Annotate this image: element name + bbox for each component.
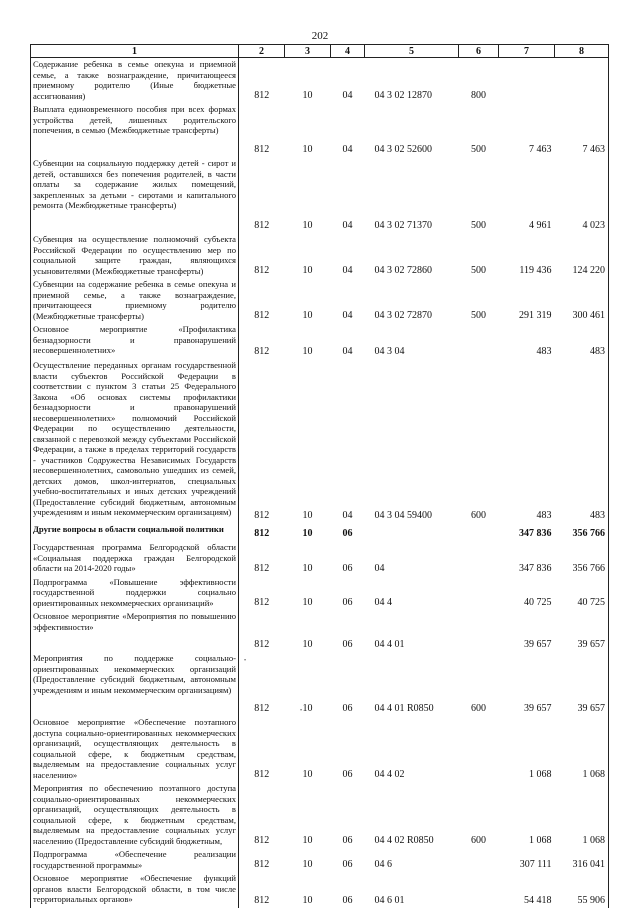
expense-type-cell <box>459 872 499 908</box>
amount-year2-cell: 39 657 <box>555 652 609 716</box>
target-article-cell: 04 4 <box>365 576 459 611</box>
amount-year1-cell <box>499 58 555 104</box>
table-row <box>31 58 609 104</box>
admin-code-cell: 812 <box>239 523 285 541</box>
target-article-cell: 04 3 02 52600 <box>365 103 459 157</box>
row-description: Выплата единовременного пособия при всех формах устройства детей, лишенных родительского попечения, в семью (Межбюджетные трансферты) <box>31 103 239 157</box>
subsection-cell: 06 <box>331 541 365 576</box>
table-row <box>31 359 609 523</box>
row-description: Субвенция на осуществление полномочий субъекта Российской Федерации по осуществлению мер по социальной защите граждан, являющихся усыновителями (Межбюджетные трансферты) <box>31 233 239 278</box>
amount-year2-cell: 39 657 <box>555 610 609 652</box>
page-number: 202 <box>0 30 640 42</box>
target-article-cell: 04 6 01 <box>365 872 459 908</box>
row-description: Подпрограмма «Обеспечение реализации государственной программы» <box>31 848 239 872</box>
header-cell: 2 <box>239 45 285 58</box>
amount-year1-cell: 483 <box>499 359 555 523</box>
header-cell: 7 <box>499 45 555 58</box>
subsection-cell: 06 <box>331 610 365 652</box>
table-row <box>31 576 609 611</box>
row-description: Мероприятия по поддержке социально-ориентированных некоммерческих организаций (Предоставление субсидий бюджетным, автономным учреждениям и иным некоммерческим организациям) <box>31 652 239 716</box>
section-cell: 10 <box>285 103 331 157</box>
row-description: Основное мероприятие «Профилактика безнадзорности и правонарушений несовершеннолетних» <box>31 323 239 359</box>
amount-year1-cell: 483 <box>499 323 555 359</box>
amount-year1-cell: 347 836 <box>499 541 555 576</box>
row-description: Подпрограмма «Повышение эффективности государственной поддержки социально ориентированных некоммерческих организаций» <box>31 576 239 611</box>
subsection-cell: 04 <box>331 58 365 104</box>
section-cell: 10 <box>285 233 331 278</box>
target-article-cell: 04 3 02 72860 <box>365 233 459 278</box>
amount-year1-cell: 39 657 <box>499 610 555 652</box>
admin-code-cell: 812 <box>239 872 285 908</box>
target-article-cell <box>365 523 459 541</box>
amount-year2-cell: 55 906 <box>555 872 609 908</box>
row-description: Осуществление переданных органам государственной власти субъектов Российской Федерации в соответствии с пунктом 3 статьи 25 Федерального Закона «Об основах системы профилактики безнадзорности и правонарушений несовершеннолетних» полномочий Российской Федерации по осуществлению деятельности, связанной с перевозкой между субъектами Российской Федерации, а также в пределах территорий государств - участников Содружества Независимых Государств несовершеннолетних, самовольно ушедших из семей, детских домов, школ-интернатов, специальных учебно-воспитательных и иных детских учреждений (Предоставление субсидий бюджетным, автономным учреждениям и иным некоммерческим организациям) <box>31 359 239 523</box>
subsection-cell: 06 <box>331 652 365 716</box>
subsection-cell: 04 <box>331 323 365 359</box>
amount-year2-cell: 356 766 <box>555 541 609 576</box>
subsection-cell: 06 <box>331 848 365 872</box>
amount-year1-cell: 119 436 <box>499 233 555 278</box>
expense-type-cell <box>459 576 499 611</box>
section-cell: 10 <box>285 157 331 233</box>
row-description: Содержание ребенка в семье опекуна и приемной семье, а также вознаграждение, причитающееся приемному родителю (Иные бюджетные ассигнования) <box>31 58 239 104</box>
amount-year2-cell: 124 220 <box>555 233 609 278</box>
admin-code-cell: 812 <box>239 652 285 716</box>
expense-type-cell <box>459 323 499 359</box>
amount-year1-cell: 1 068 <box>499 716 555 782</box>
admin-code-cell: 812 <box>239 58 285 104</box>
section-cell: 10 <box>285 576 331 611</box>
admin-code-cell: 812 <box>239 716 285 782</box>
expense-type-cell <box>459 848 499 872</box>
target-article-cell: 04 4 01 <box>365 610 459 652</box>
section-cell: 10 <box>285 652 331 716</box>
table-row <box>31 652 609 716</box>
section-cell: 10 <box>285 541 331 576</box>
amount-year2-cell: 316 041 <box>555 848 609 872</box>
amount-year2-cell: 1 068 <box>555 782 609 848</box>
section-cell: 10 <box>285 323 331 359</box>
header-cell: 1 <box>31 45 239 58</box>
subsection-cell: 06 <box>331 576 365 611</box>
header-cell: 5 <box>365 45 459 58</box>
expense-type-cell: 500 <box>459 157 499 233</box>
table-body <box>31 58 609 908</box>
row-description: Государственная программа Белгородской области «Социальная поддержка граждан Белгородской области на 2014-2020 годы» <box>31 541 239 576</box>
amount-year2-cell: 1 068 <box>555 716 609 782</box>
table-row <box>31 278 609 323</box>
expense-type-cell <box>459 523 499 541</box>
subsection-cell: 06 <box>331 523 365 541</box>
amount-year2-cell: 483 <box>555 323 609 359</box>
target-article-cell: 04 3 04 <box>365 323 459 359</box>
expense-type-cell <box>459 610 499 652</box>
row-description: Субвенции на содержание ребенка в семье опекуна и приемной семье, а также вознаграждение, причитающееся приемному родителю (Межбюджетные трансферты) <box>31 278 239 323</box>
subsection-cell: 06 <box>331 716 365 782</box>
scan-speck: • <box>300 708 302 714</box>
admin-code-cell: 812 <box>239 359 285 523</box>
expense-type-cell: 500 <box>459 278 499 323</box>
header-row <box>31 45 609 58</box>
expense-type-cell: 600 <box>459 359 499 523</box>
table-row <box>31 233 609 278</box>
amount-year1-cell: 307 111 <box>499 848 555 872</box>
table-row <box>31 610 609 652</box>
section-cell: 10 <box>285 610 331 652</box>
table-row <box>31 103 609 157</box>
table-row <box>31 872 609 908</box>
admin-code-cell: 812 <box>239 610 285 652</box>
amount-year1-cell: 1 068 <box>499 782 555 848</box>
expense-type-cell: 600 <box>459 782 499 848</box>
scan-speck: • <box>244 658 246 664</box>
row-description: Мероприятия по обеспечению поэтапного доступа социально-ориентированных некоммерческих организаций, осуществляющих деятельность в социальной сфере, к бюджетным средствам, выделяемым на предоставление социальных услуг населению (Предоставление субсидий бюджетным, <box>31 782 239 848</box>
amount-year1-cell: 54 418 <box>499 872 555 908</box>
target-article-cell: 04 <box>365 541 459 576</box>
section-cell: 10 <box>285 58 331 104</box>
row-description: Другие вопросы в области социальной политики <box>31 523 239 541</box>
table-row <box>31 323 609 359</box>
header-cell: 8 <box>555 45 609 58</box>
amount-year2-cell: 483 <box>555 359 609 523</box>
target-article-cell: 04 3 02 71370 <box>365 157 459 233</box>
admin-code-cell: 812 <box>239 323 285 359</box>
admin-code-cell: 812 <box>239 233 285 278</box>
amount-year1-cell: 347 836 <box>499 523 555 541</box>
subsection-cell: 04 <box>331 157 365 233</box>
row-description: Основное мероприятие «Обеспечение функций органов власти Белгородской области, в том числе территориальных органов» <box>31 872 239 908</box>
subsection-cell: 04 <box>331 103 365 157</box>
admin-code-cell: 812 <box>239 848 285 872</box>
amount-year2-cell: 4 023 <box>555 157 609 233</box>
row-description: Основное мероприятие «Обеспечение поэтапного доступа социально-ориентированных некоммерческих организаций, осуществляющих деятельность в социальной сфере, к бюджетным средствам, выделяемым на предоставление социальных услуг населению» <box>31 716 239 782</box>
budget-table <box>30 44 609 908</box>
section-cell: 10 <box>285 872 331 908</box>
admin-code-cell: 812 <box>239 157 285 233</box>
expense-type-cell <box>459 716 499 782</box>
section-cell: 10 <box>285 523 331 541</box>
amount-year2-cell: 40 725 <box>555 576 609 611</box>
subsection-cell: 06 <box>331 872 365 908</box>
admin-code-cell: 812 <box>239 278 285 323</box>
expense-type-cell: 600 <box>459 652 499 716</box>
amount-year1-cell: 40 725 <box>499 576 555 611</box>
admin-code-cell: 812 <box>239 541 285 576</box>
amount-year2-cell <box>555 58 609 104</box>
target-article-cell: 04 4 02 <box>365 716 459 782</box>
admin-code-cell: 812 <box>239 782 285 848</box>
expense-type-cell <box>459 541 499 576</box>
section-cell: 10 <box>285 359 331 523</box>
amount-year1-cell: 4 961 <box>499 157 555 233</box>
table-row <box>31 541 609 576</box>
row-description: Субвенции на социальную поддержку детей - сирот и детей, оставшихся без попечения родителей, в части оплаты за содержание жилых помещений, закрепленных за детьми - сиротами и капитального ремонта (Межбюджетные трансферты) <box>31 157 239 233</box>
admin-code-cell: 812 <box>239 576 285 611</box>
amount-year2-cell: 7 463 <box>555 103 609 157</box>
section-cell: 10 <box>285 716 331 782</box>
table-row <box>31 716 609 782</box>
expense-type-cell: 500 <box>459 103 499 157</box>
row-description: Основное мероприятие «Мероприятия по повышению эффективности» <box>31 610 239 652</box>
amount-year2-cell: 356 766 <box>555 523 609 541</box>
section-cell: 10 <box>285 782 331 848</box>
target-article-cell: 04 3 04 59400 <box>365 359 459 523</box>
subsection-cell: 04 <box>331 359 365 523</box>
section-cell: 10 <box>285 278 331 323</box>
table-row <box>31 523 609 541</box>
target-article-cell: 04 4 02 R0850 <box>365 782 459 848</box>
amount-year1-cell: 39 657 <box>499 652 555 716</box>
target-article-cell: 04 6 <box>365 848 459 872</box>
header-cell: 6 <box>459 45 499 58</box>
target-article-cell: 04 3 02 12870 <box>365 58 459 104</box>
admin-code-cell: 812 <box>239 103 285 157</box>
table-row <box>31 157 609 233</box>
target-article-cell: 04 4 01 R0850 <box>365 652 459 716</box>
header-cell: 4 <box>331 45 365 58</box>
header-cell: 3 <box>285 45 331 58</box>
table-row <box>31 848 609 872</box>
section-cell: 10 <box>285 848 331 872</box>
expense-type-cell: 800 <box>459 58 499 104</box>
subsection-cell: 06 <box>331 782 365 848</box>
target-article-cell: 04 3 02 72870 <box>365 278 459 323</box>
amount-year1-cell: 291 319 <box>499 278 555 323</box>
subsection-cell: 04 <box>331 233 365 278</box>
amount-year1-cell: 7 463 <box>499 103 555 157</box>
subsection-cell: 04 <box>331 278 365 323</box>
table-row <box>31 782 609 848</box>
amount-year2-cell: 300 461 <box>555 278 609 323</box>
expense-type-cell: 500 <box>459 233 499 278</box>
